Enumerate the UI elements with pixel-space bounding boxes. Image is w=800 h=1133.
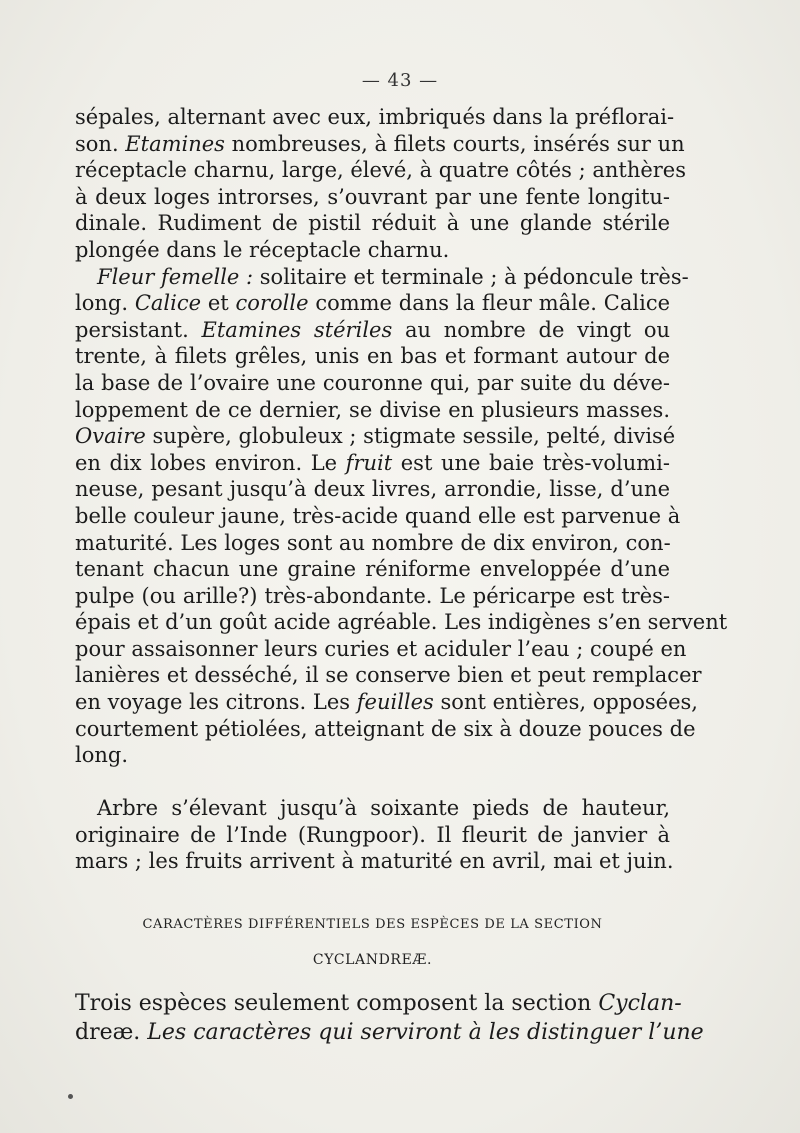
text-line: en voyage les citrons. Les feuilles sont entières, opposées, <box>75 690 698 715</box>
paragraph-3 <box>75 795 674 875</box>
text-line: son. Etamines nombreuses, à filets courts, insérés sur un <box>75 131 685 156</box>
text-line: pulpe (ou arille?) très-abondante. Le péricarpe est très- <box>75 583 670 608</box>
text-line: courtement pétiolées, atteignant de six à douze pouces de <box>75 716 696 741</box>
text-line: tenant chacun une graine réniforme enveloppée d’une <box>75 557 670 582</box>
paragraph-3-block <box>75 795 674 875</box>
section-heading: CARACTÈRES DIFFÉRENTIELS DES ESPÈCES DE LA SECTION <box>142 917 603 932</box>
section-heading-name: CYCLANDREÆ. <box>312 952 433 968</box>
text-line: maturité. Les loges sont au nombre de dix environ, con- <box>75 530 671 555</box>
text-line: pour assaisonner leurs curies et aciduler l’eau ; coupé en <box>75 636 687 661</box>
paragraph-4-block <box>75 990 704 1047</box>
text-line: épais et d’un goût acide agréable. Les indigènes s’en servent <box>75 610 728 635</box>
text-line: long. Calice et corolle comme dans la fleur mâle. Calice <box>75 291 671 316</box>
text-line: réceptacle charnu, large, élevé, à quatre côtés ; anthères <box>75 158 687 183</box>
text-line: long. <box>75 743 129 768</box>
text-line: en dix lobes environ. Le fruit est une baie très-volumi- <box>75 450 670 475</box>
text-line: Fleur femelle : solitaire et terminale ; à pédoncule très- <box>97 264 689 289</box>
text-line: loppement de ce dernier, se divise en plusieurs masses. <box>75 397 670 422</box>
text-line: la base de l’ovaire une couronne qui, par suite du déve- <box>75 370 670 395</box>
text-line: neuse, pesant jusqu’à deux livres, arrondie, lisse, d’une <box>75 477 670 502</box>
text-line: lanières et desséché, il se conserve bien et peut remplacer <box>75 663 702 688</box>
text-line: à deux loges introrses, s’ouvrant par une fente longitu- <box>75 184 670 209</box>
text-line: dinale. Rudiment de pistil réduit à une glande stérile <box>75 211 670 236</box>
text-line: originaire de l’Inde (Rungpoor). Il fleurit de janvier à <box>75 822 670 847</box>
paragraph-1 <box>75 104 687 264</box>
text-line: Arbre s’élevant jusqu’à soixante pieds de hauteur, <box>97 796 670 820</box>
paragraph-1-and-2 <box>75 104 728 769</box>
text-line: trente, à filets grêles, unis en bas et formant autour de <box>75 344 670 369</box>
page-number: — 43 — <box>361 70 439 91</box>
text-line: persistant. Etamines stériles au nombre de vingt ou <box>75 317 671 342</box>
ink-spot <box>68 1094 73 1099</box>
text-line: Trois espèces seulement composent la section Cyclan- <box>75 991 682 1016</box>
text-line: plongée dans le réceptacle charnu. <box>75 237 450 262</box>
paragraph-4 <box>75 990 704 1047</box>
text-line: sépales, alternant avec eux, imbriqués dans la préflorai- <box>75 105 675 129</box>
text-line: Ovaire supère, globuleux ; stigmate sessile, pelté, divisé <box>75 424 676 449</box>
paragraph-2 <box>75 264 728 769</box>
text-line: mars ; les fruits arrivent à maturité en avril, mai et juin. <box>75 849 674 874</box>
text-line: dreæ. Les caractères qui serviront à les distinguer l’une <box>75 1019 704 1045</box>
text-line: belle couleur jaune, très-acide quand elle est parvenue à <box>75 503 681 528</box>
